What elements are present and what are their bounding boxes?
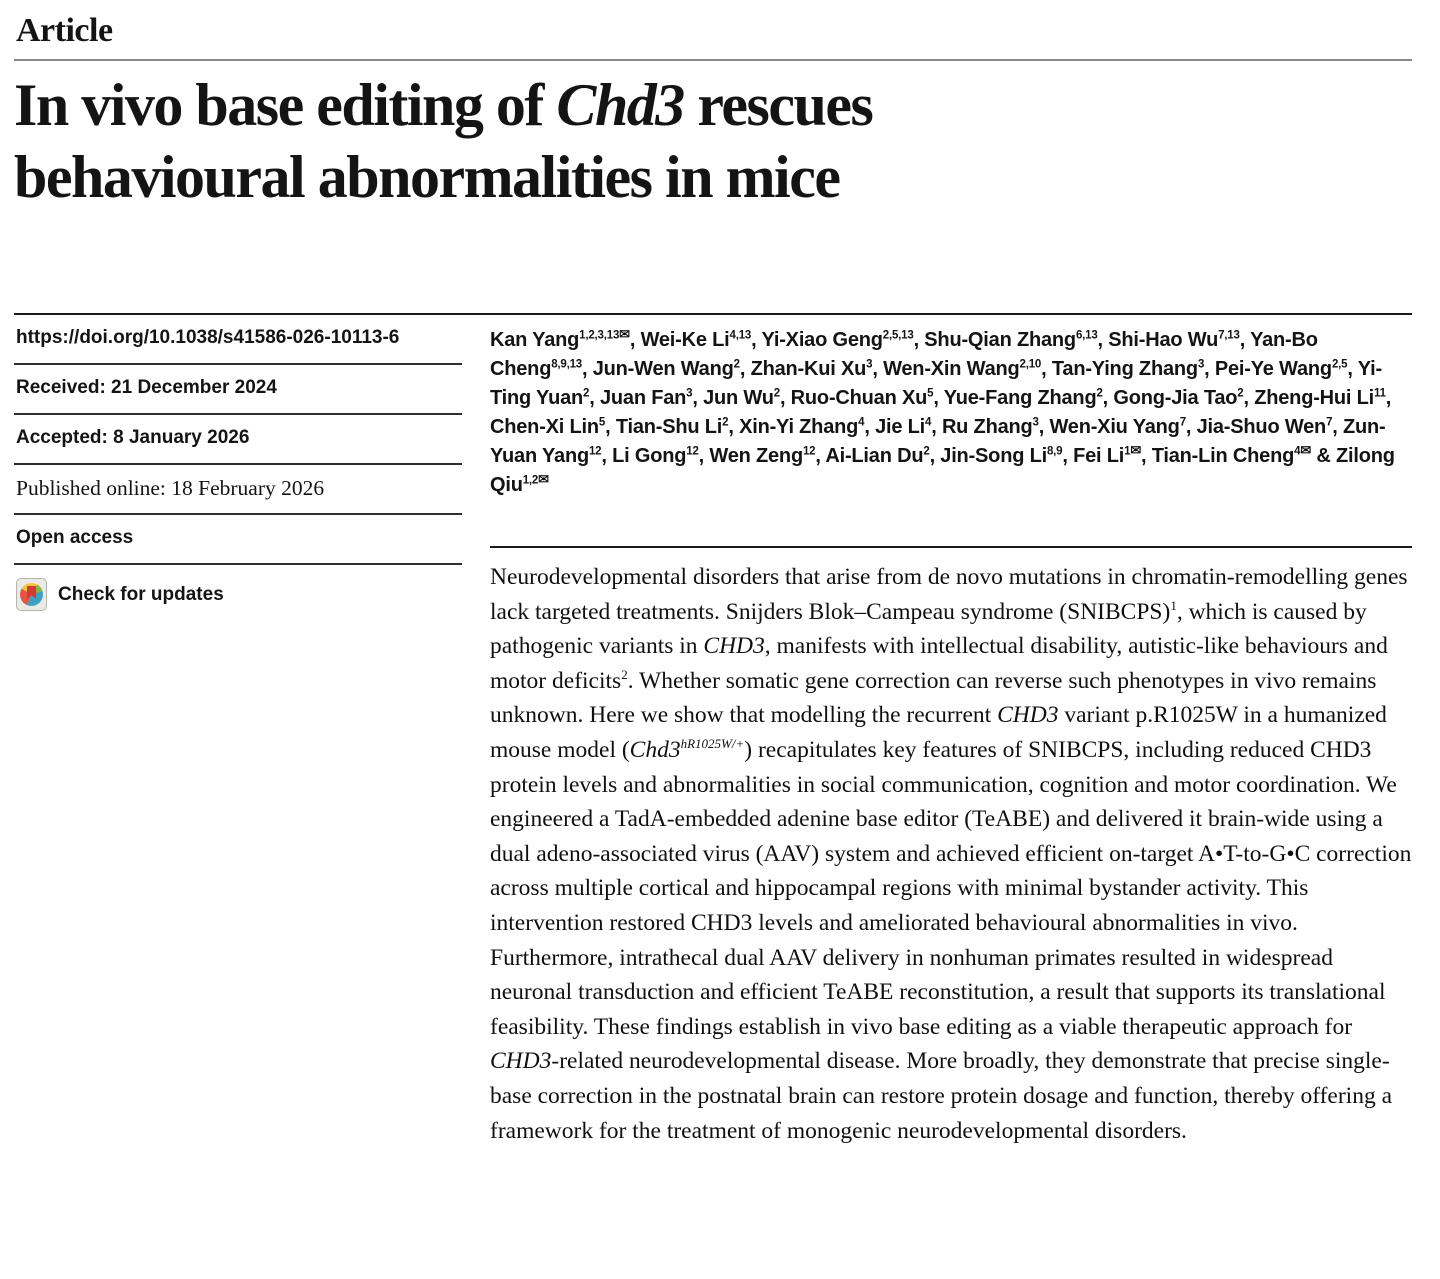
author-name: Jie Li — [875, 416, 926, 438]
author-name: Yan-Bo Cheng — [490, 329, 1318, 380]
author-name: Shi-Hao Wu — [1108, 329, 1219, 351]
author-name: Ru Zhang — [941, 416, 1033, 438]
text-segment: rescues — [683, 72, 873, 138]
author-name: Chen-Xi Lin — [490, 416, 599, 438]
corresponding-author-email-icon[interactable]: ✉ — [1300, 442, 1312, 458]
article-header — [14, 12, 1412, 213]
title-line-1 — [14, 69, 1412, 141]
author-name: Gong-Jia Tao — [1113, 387, 1238, 409]
author-name: Zheng-Hui Li — [1254, 387, 1375, 409]
author-name: Li Gong — [612, 445, 687, 467]
doi-link[interactable]: https://doi.org/10.1038/s41586-026-10113-6 — [14, 315, 462, 365]
author-affiliations: 7 — [1326, 416, 1333, 429]
author-affiliations: 1 — [1124, 445, 1131, 458]
author-affiliations: 7 — [1179, 416, 1186, 429]
author-affiliations: 2 — [583, 387, 590, 400]
author-affiliations: 6,13 — [1075, 329, 1098, 342]
author-affiliations: 11 — [1374, 387, 1386, 400]
author-name: Yi-Xiao Geng — [761, 329, 883, 351]
author-name: Xin-Yi Zhang — [739, 416, 859, 438]
author-affiliations: 1,2 — [522, 474, 539, 487]
superscript: 2 — [621, 666, 628, 682]
author-affiliations: 3 — [866, 358, 873, 371]
author-affiliations: 2,10 — [1019, 358, 1042, 371]
author-name: Zilong Qiu — [490, 445, 1395, 496]
accepted-date: Accepted: 8 January 2026 — [14, 415, 462, 465]
text-segment: behavioural abnormalities in mice — [14, 144, 840, 210]
author-name: Tian-Shu Li — [615, 416, 723, 438]
author-name: Pei-Ye Wang — [1214, 358, 1332, 380]
author-name: Juan Fan — [599, 387, 687, 409]
author-name: Zun-Yuan Yang — [490, 416, 1386, 467]
corresponding-author-email-icon[interactable]: ✉ — [619, 326, 630, 342]
text-segment: CHD3 — [997, 702, 1059, 729]
author-name: Wen Zeng — [709, 445, 803, 467]
author-name: Tan-Ying Zhang — [1051, 358, 1198, 380]
text-segment: CHD3 — [490, 1048, 552, 1075]
text-segment: Chd3 — [629, 736, 681, 763]
text-segment: Neurodevelopmental disorders that arise from de novo mutations in chromatin-remodelling genes lack targeted treatments. Snijders Blok–Campeau syndrome (SNIBCPS) — [490, 564, 1408, 625]
published-online-date: Published online: 18 February 2026 — [14, 465, 462, 515]
author-affiliations: 4,13 — [729, 329, 752, 342]
author-affiliations: 12 — [686, 445, 699, 458]
author-affiliations: 4 — [925, 416, 932, 429]
author-name: Ai-Lian Du — [825, 445, 924, 467]
author-affiliations: 2,5,13 — [882, 329, 914, 342]
author-affiliations: 2,5 — [1331, 358, 1348, 371]
author-affiliations: 3 — [1032, 416, 1039, 429]
author-name: Tian-Lin Cheng — [1151, 445, 1295, 467]
open-access-label: Open access — [14, 515, 462, 565]
author-affiliations: 12 — [802, 445, 816, 458]
article-content-column — [462, 315, 1412, 1148]
author-name: Wen-Xiu Yang — [1049, 416, 1180, 438]
author-affiliations: 12 — [588, 445, 602, 458]
author-affiliations: 3 — [686, 387, 693, 400]
superscript: 1 — [1170, 597, 1177, 613]
corresponding-author-email-icon[interactable]: ✉ — [538, 471, 549, 487]
article-title — [14, 69, 1412, 213]
author-affiliations: 2 — [1237, 387, 1244, 400]
author-name: Kan Yang — [490, 329, 580, 351]
author-affiliations: 1,2,3,13 — [579, 329, 620, 342]
author-affiliations: 2 — [722, 416, 729, 429]
check-for-updates-button[interactable] — [14, 565, 462, 624]
author-affiliations: 4 — [1294, 445, 1301, 458]
crossmark-ribbon — [27, 586, 36, 599]
author-name: Zhan-Kui Xu — [750, 358, 867, 380]
author-affiliations: 2 — [773, 387, 780, 400]
crossmark-icon — [16, 578, 47, 611]
author-affiliations: 8,9,13 — [551, 358, 582, 371]
abstract-divider — [490, 546, 1412, 548]
text-segment: , manifests with intellectual disability, autistic-like behaviours and motor deficits — [490, 633, 1388, 694]
abstract-text — [490, 560, 1412, 1148]
author-affiliations: 2 — [733, 358, 740, 371]
author-name: Jia-Shuo Wen — [1196, 416, 1327, 438]
superscript: hR1025W/+ — [680, 736, 745, 752]
article-kicker: Article — [16, 12, 113, 49]
author-name: Jun-Wen Wang — [592, 358, 734, 380]
author-name: Yue-Fang Zhang — [943, 387, 1097, 409]
author-name: Wen-Xin Wang — [883, 358, 1020, 380]
title-line-2 — [14, 141, 1412, 213]
author-affiliations: 8,9 — [1046, 445, 1063, 458]
text-segment: , which is caused by pathogenic variants in — [490, 598, 1367, 660]
author-affiliations: 2 — [1096, 387, 1103, 400]
text-segment: CHD3 — [703, 633, 765, 660]
corresponding-author-email-icon[interactable]: ✉ — [1130, 442, 1142, 458]
author-affiliations: 2 — [923, 445, 930, 458]
article-meta-sidebar — [14, 315, 462, 624]
author-affiliations: 4 — [858, 416, 865, 429]
author-name: Yi-Ting Yuan — [490, 358, 1382, 409]
received-date: Received: 21 December 2024 — [14, 365, 462, 415]
text-segment: -related neurodevelopmental disease. More broadly, they demonstrate that precise single-base correction in the postnatal brain can restore protein dosage and function, thereby offering a framework for the treatment of monogenic neurodevelopmental disorders. — [490, 1048, 1393, 1144]
article-body — [14, 315, 1412, 1148]
author-name: Fei Li — [1073, 445, 1125, 467]
crossmark-circle — [20, 583, 43, 606]
text-segment: ) recapitulates key features of SNIBCPS, including reduced CHD3 protein levels and abnormalities in social communication, cognition and motor coordination. We engineered a TadA-embedded adenine base editor (TeABE) and delivered it brain-wide using a dual adeno-associated virus (AAV) system and achieved efficient on-target A•T-to-G•C correction across multiple cortical and hippocampal regions with minimal bystander activity. This intervention restored CHD3 levels and ameliorated behavioural abnormalities in vivo. Furthermore, intrathecal dual AAV delivery in nonhuman primates resulted in widespread neuronal transduction and efficient TeABE reconstitution, a result that supports its translational feasibility. These findings establish in vivo base editing as a viable therapeutic approach for — [490, 736, 1412, 1040]
text-segment: Chd3 — [556, 72, 684, 138]
author-name: Ruo-Chuan Xu — [790, 387, 928, 409]
kicker-divider — [14, 59, 1412, 61]
author-affiliations: 3 — [1197, 358, 1205, 371]
author-name: Shu-Qian Zhang — [924, 329, 1076, 351]
author-name: Jin-Song Li — [940, 445, 1047, 467]
text-segment: variant p.R1025W in a humanized mouse model ( — [490, 702, 1387, 763]
check-for-updates-label: Check for updates — [58, 583, 224, 605]
author-name: Wei-Ke Li — [640, 329, 730, 351]
author-list: Kan Yang$^{1,2,3,13✉}$, Wei-Ke Li$^{4,13}$, Yi-Xiao Geng$^{2,5,13}$, Shu-Qian Zhang$^{6,13}$, Shi-Hao Wu$^{7,13}$, Yan-Bo Cheng$^{8,9,13}$, Jun-Wen Wang$^2$, Zhan-Kui Xu$^3$, Wen-Xin Wang$^{2,10}$, Tan-Ying Zhang$^3$, Pei-Ye Wang$^{2,5}$, Yi-Ting Yuan$^2$, Juan Fan$^3$, Jun Wu$^2$, Ruo-Chuan Xu$^5$, Yue-Fang Zhang$^2$, Gong-Jia Tao$^2$, Zheng-Hui Li$^{11}$, Chen-Xi Lin$^5$, Tian-Shu Li$^2$, Xin-Yi Zhang$^4$, Jie Li$^4$, Ru Zhang$^3$, Wen-Xiu Yang$^7$, Jia-Shuo Wen$^7$, Zun-Yuan Yang$^{12}$, Li Gong$^{12}$, Wen Zeng$^{12}$, Ai-Lian Du$^2$, Jin-Song Li$^{8,9}$, Fei $Li^{1✉}$, Tian-Lin Cheng$^{4✉}$ & Zilong Qiu$^{1,2✉}$ — [490, 326, 1395, 496]
text-segment: . Whether somatic gene correction can reverse such phenotypes in vivo remains unknown. Here we show that modelling the recurrent — [490, 667, 1377, 729]
author-affiliations: 5 — [927, 387, 934, 400]
author-name: Jun Wu — [703, 387, 774, 409]
author-affiliations: 7,13 — [1218, 329, 1240, 342]
text-segment: In vivo base editing of — [14, 72, 557, 138]
author-affiliations: 5 — [598, 416, 606, 429]
